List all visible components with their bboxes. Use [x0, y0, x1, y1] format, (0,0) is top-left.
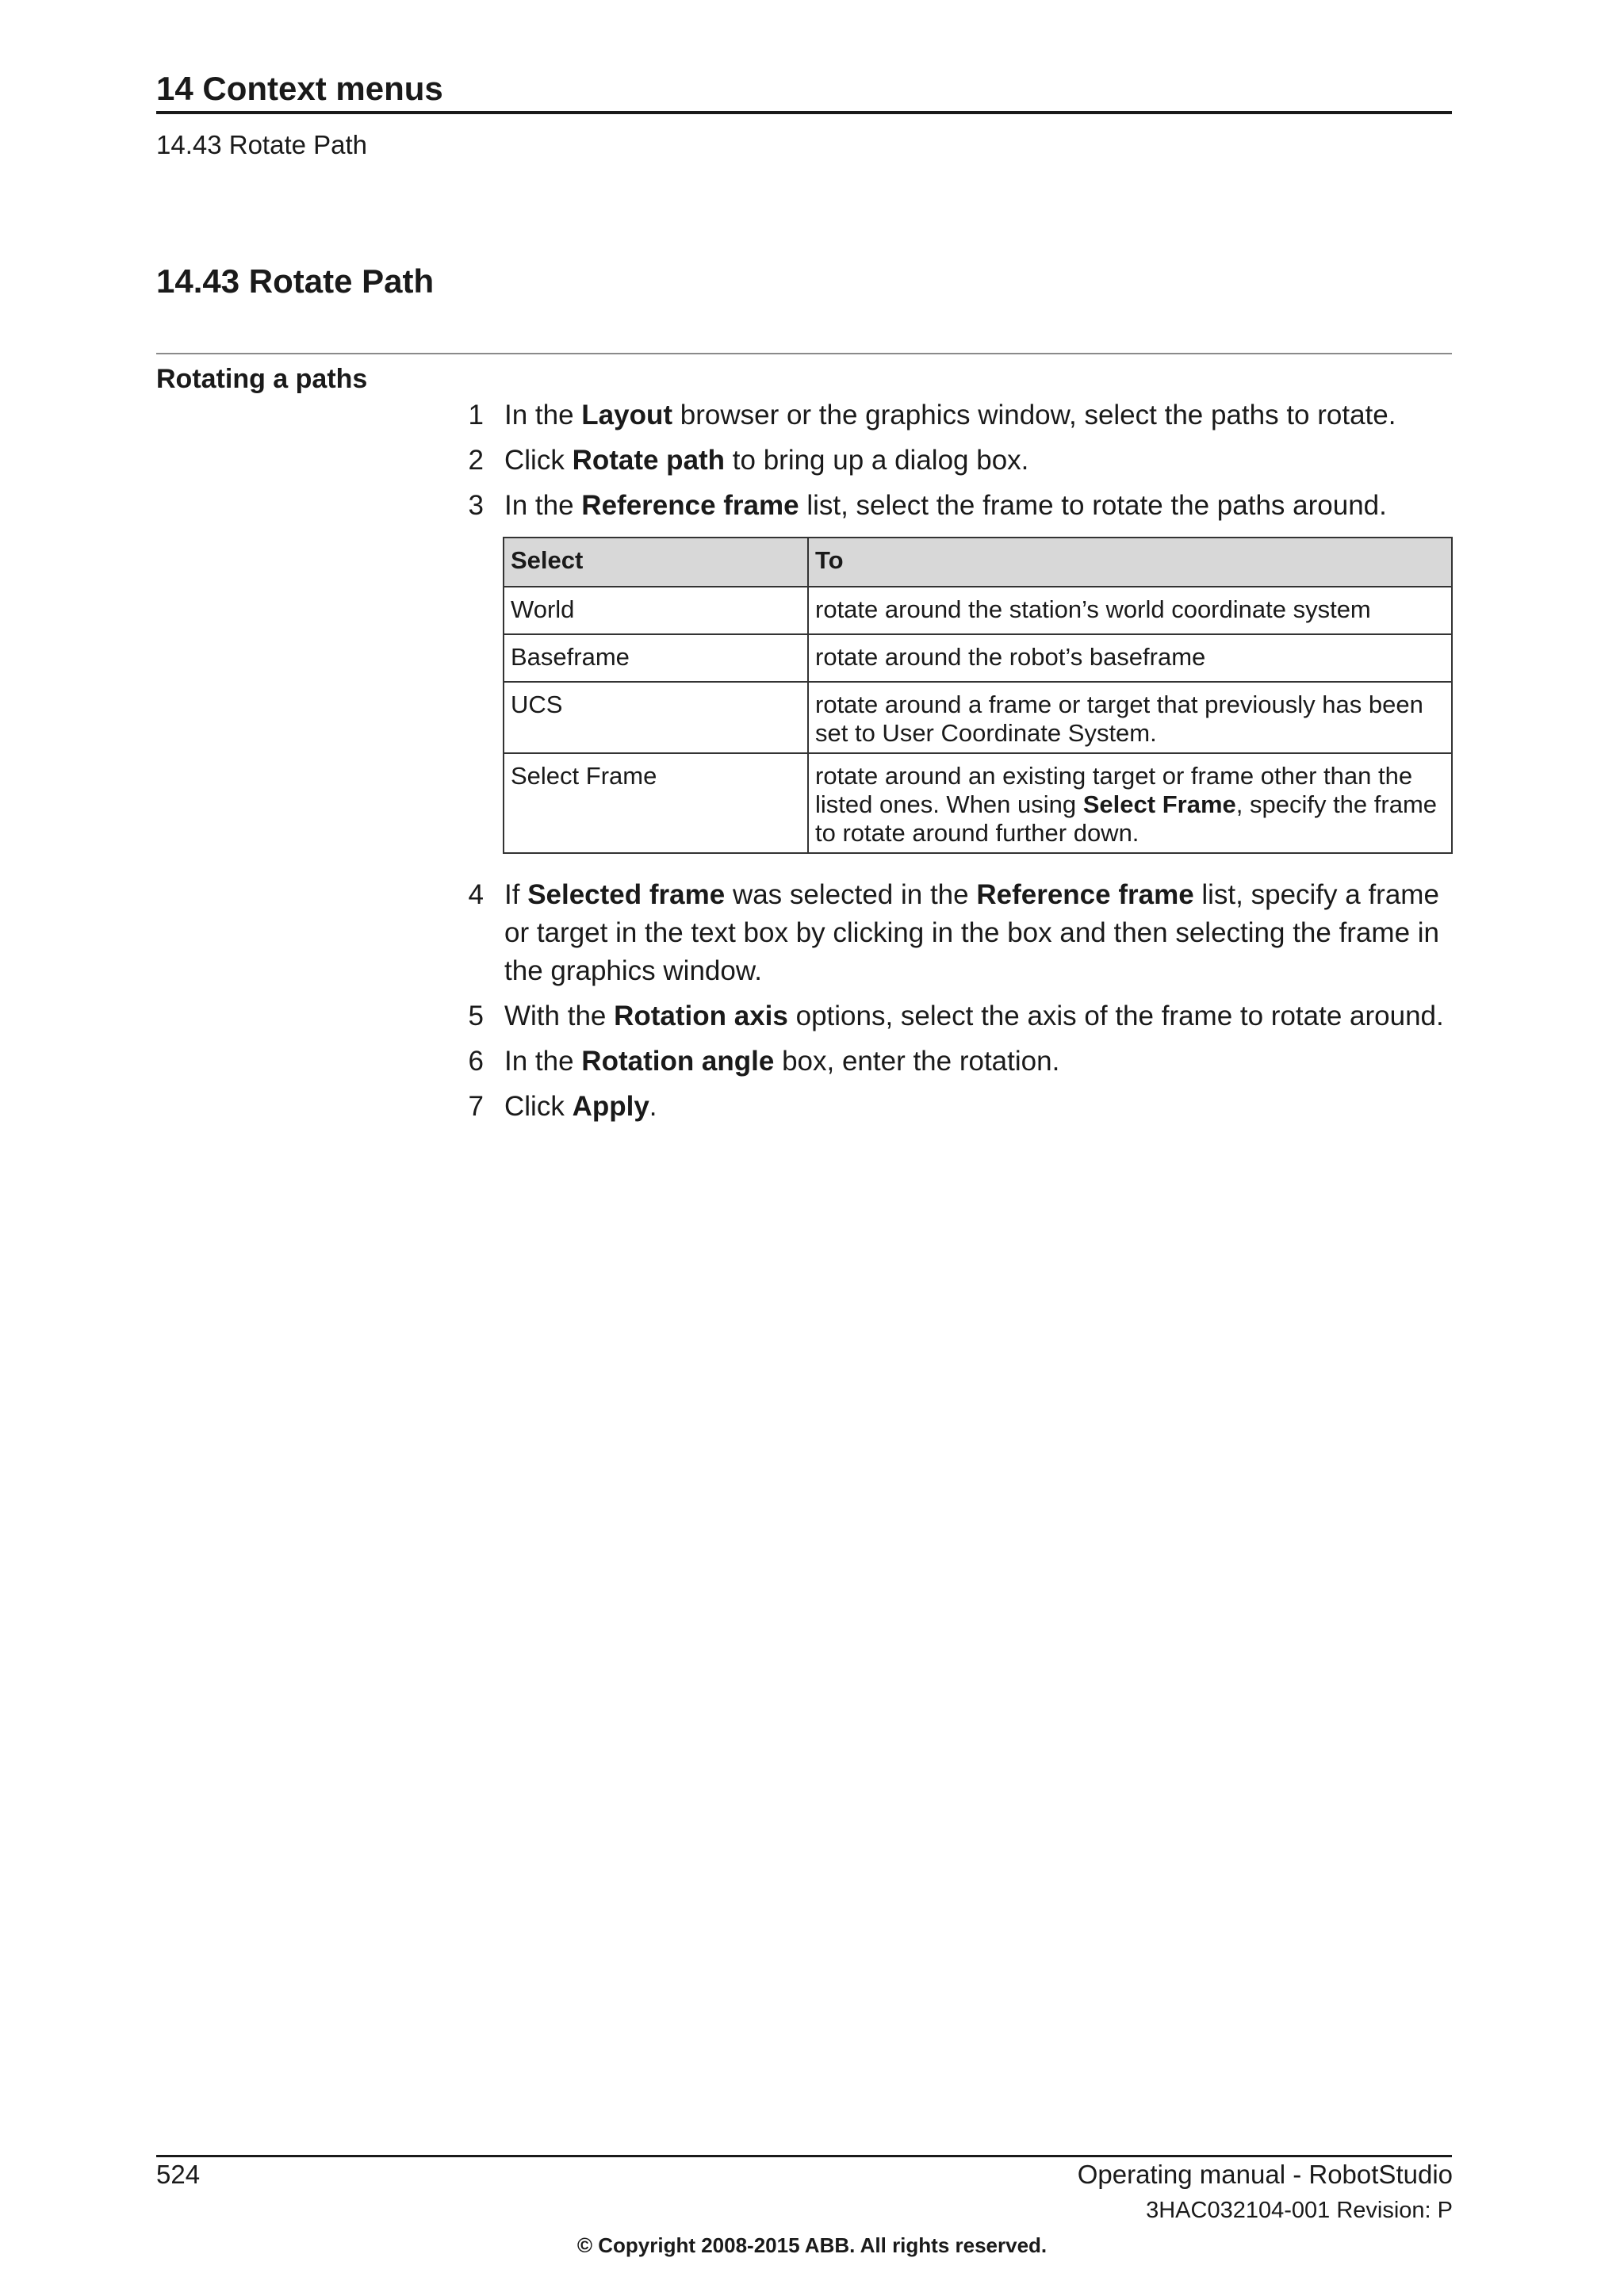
text-run: options, select the axis of the frame to rotate around. — [787, 1001, 1444, 1031]
table-cell-to — [808, 682, 1452, 753]
step-text — [504, 442, 1453, 480]
ui-term: Selected frame — [527, 879, 726, 910]
table-cell-to — [808, 753, 1452, 853]
table-row — [504, 634, 1452, 682]
text-run: browser or the graphics window, select the paths to rotate. — [672, 400, 1396, 430]
section-title: 14.43 Rotate Path — [156, 262, 435, 300]
step-text — [504, 396, 1453, 434]
step-number: 5 — [468, 1001, 484, 1031]
ui-term: Rotation axis — [614, 1001, 788, 1031]
document-id: 3HAC032104-001 Revision: P — [1146, 2198, 1453, 2223]
table-row — [504, 587, 1452, 634]
step-number: 2 — [468, 445, 484, 476]
copyright-notice: © Copyright 2008-2015 ABB. All rights reserved. — [576, 2233, 1048, 2257]
section-divider — [156, 353, 1452, 354]
text-run: rotate around the station’s world coordinate system — [815, 595, 1371, 623]
step-number: 3 — [468, 490, 484, 521]
text-run: . — [649, 1091, 657, 1122]
text-run: If — [504, 879, 528, 910]
ui-term: Rotate path — [572, 445, 726, 476]
column-header-to: To — [808, 538, 1452, 587]
text-run: to bring up a dialog box. — [725, 445, 1029, 476]
ui-term: Reference frame — [976, 879, 1194, 910]
step-number: 7 — [468, 1091, 484, 1122]
step-text — [504, 487, 1453, 525]
text-run: list, specify a frame or target in the text box by clicking in the box and then selecting the frame in the graphics window. — [504, 879, 1440, 986]
column-header-select: Select — [504, 538, 808, 587]
text-run: Click — [504, 1091, 573, 1122]
ui-term: Apply — [572, 1091, 649, 1122]
table-cell-to — [808, 634, 1452, 682]
table-row — [504, 753, 1452, 853]
text-run: box, enter the rotation. — [774, 1046, 1060, 1077]
table-row — [504, 682, 1452, 753]
table-cell-select: Baseframe — [504, 634, 808, 682]
step-text — [504, 997, 1453, 1035]
table-cell-select: World — [504, 587, 808, 634]
text-run: , specify the frame to rotate around further down. — [815, 790, 1438, 847]
side-heading: Rotating a paths — [156, 364, 368, 394]
text-run: was selected in the — [725, 879, 977, 910]
text-run: rotate around a frame or target that previously has been set to User Coordinate System. — [815, 691, 1423, 747]
text-run: rotate around the robot’s baseframe — [815, 643, 1206, 671]
ui-term: Layout — [581, 400, 673, 430]
table-header-row — [504, 538, 1452, 587]
text-run: In the — [504, 400, 582, 430]
step-number: 4 — [468, 879, 484, 910]
chapter-title: 14 Context menus — [156, 70, 443, 107]
header-divider — [156, 111, 1452, 114]
text-run: list, select the frame to rotate the paths around. — [799, 490, 1387, 521]
text-run: With the — [504, 1001, 615, 1031]
reference-frame-table — [503, 537, 1453, 854]
step-text — [504, 1043, 1453, 1081]
text-run: In the — [504, 1046, 582, 1077]
step-number: 1 — [468, 400, 484, 430]
step-text — [504, 876, 1453, 990]
table-cell-select: UCS — [504, 682, 808, 753]
page-number: 524 — [156, 2160, 201, 2189]
table-cell-select: Select Frame — [504, 753, 808, 853]
manual-title: Operating manual - RobotStudio — [1077, 2160, 1453, 2189]
ui-term: Rotation angle — [581, 1046, 775, 1077]
text-run: In the — [504, 490, 582, 521]
ui-term: Select Frame — [1082, 790, 1236, 818]
text-run: Click — [504, 445, 573, 476]
header-subtitle: 14.43 Rotate Path — [156, 130, 368, 159]
step-number: 6 — [468, 1046, 484, 1077]
step-text — [504, 1088, 1453, 1126]
table-cell-to — [808, 587, 1452, 634]
ui-term: Reference frame — [581, 490, 799, 521]
text-run: rotate around an existing target or frame other than the listed ones. When using — [815, 762, 1413, 818]
